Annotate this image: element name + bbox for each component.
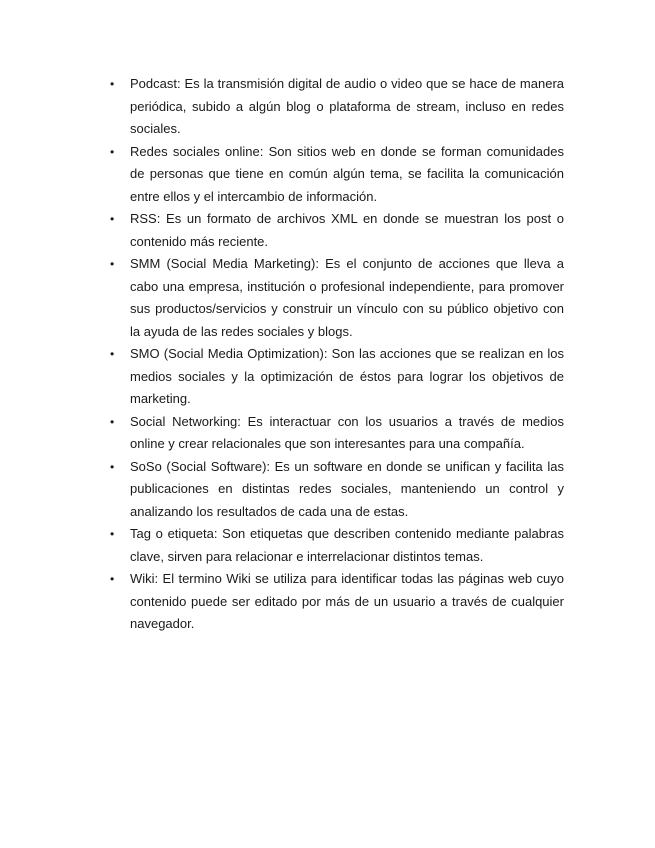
bullet-icon: •	[110, 144, 115, 159]
bullet-icon: •	[110, 212, 115, 226]
list-item	[110, 411, 564, 456]
entry-text: Redes sociales online: Son sitios web en donde se forman comunidades de personas que tiene en común algún tema, se facilita la comunicación entre ellos y el intercambio de información.	[130, 143, 564, 204]
list-item	[110, 141, 564, 209]
bullet-icon: •	[110, 459, 115, 474]
list-item	[110, 343, 564, 411]
entry-text: RSS: Es un formato de archivos XML en donde se muestran los post o contenido más reciente.	[130, 211, 564, 249]
entry-text: Social Networking: Es interactuar con los usuarios a través de medios online y crear relacionales que son interesantes para una compañía.	[130, 413, 564, 451]
bullet-icon: •	[110, 77, 115, 91]
list-item	[110, 523, 564, 568]
bullet-icon: •	[110, 527, 115, 541]
list-item	[110, 568, 564, 636]
bullet-icon: •	[110, 414, 115, 429]
bullet-icon: •	[110, 572, 115, 586]
glossary-list	[110, 73, 564, 636]
bullet-icon: •	[110, 257, 115, 271]
entry-text: SMO (Social Media Optimization): Son las acciones que se realizan en los medios sociales y la optimización de éstos para lograr los objetivos de marketing.	[130, 346, 564, 406]
list-item	[110, 456, 564, 524]
entry-text: SoSo (Social Software): Es un software en donde se unifican y facilita las publicaciones en distintas redes sociales, manteniendo un control y analizando los resultados de cada una de estas.	[130, 458, 564, 519]
bullet-icon: •	[110, 347, 115, 361]
entry-text: SMM (Social Media Marketing): Es el conjunto de acciones que lleva a cabo una empresa, institución o profesional independiente, para promover sus productos/servicios y construir un vínculo con su público objetivo con la ayuda de las redes sociales y blogs.	[130, 256, 564, 339]
list-item	[110, 73, 564, 141]
list-item	[110, 253, 564, 343]
entry-text: Tag o etiqueta: Son etiquetas que describen contenido mediante palabras clave, sirven para relacionar e interrelacionar distintos temas.	[130, 526, 564, 564]
list-item	[110, 208, 564, 253]
entry-text: Podcast: Es la transmisión digital de audio o video que se hace de manera periódica, subido a algún blog o plataforma de stream, incluso en redes sociales.	[130, 76, 564, 136]
entry-text: Wiki: El termino Wiki se utiliza para identificar todas las páginas web cuyo contenido puede ser editado por más de un usuario a través de cualquier navegador.	[130, 571, 564, 631]
